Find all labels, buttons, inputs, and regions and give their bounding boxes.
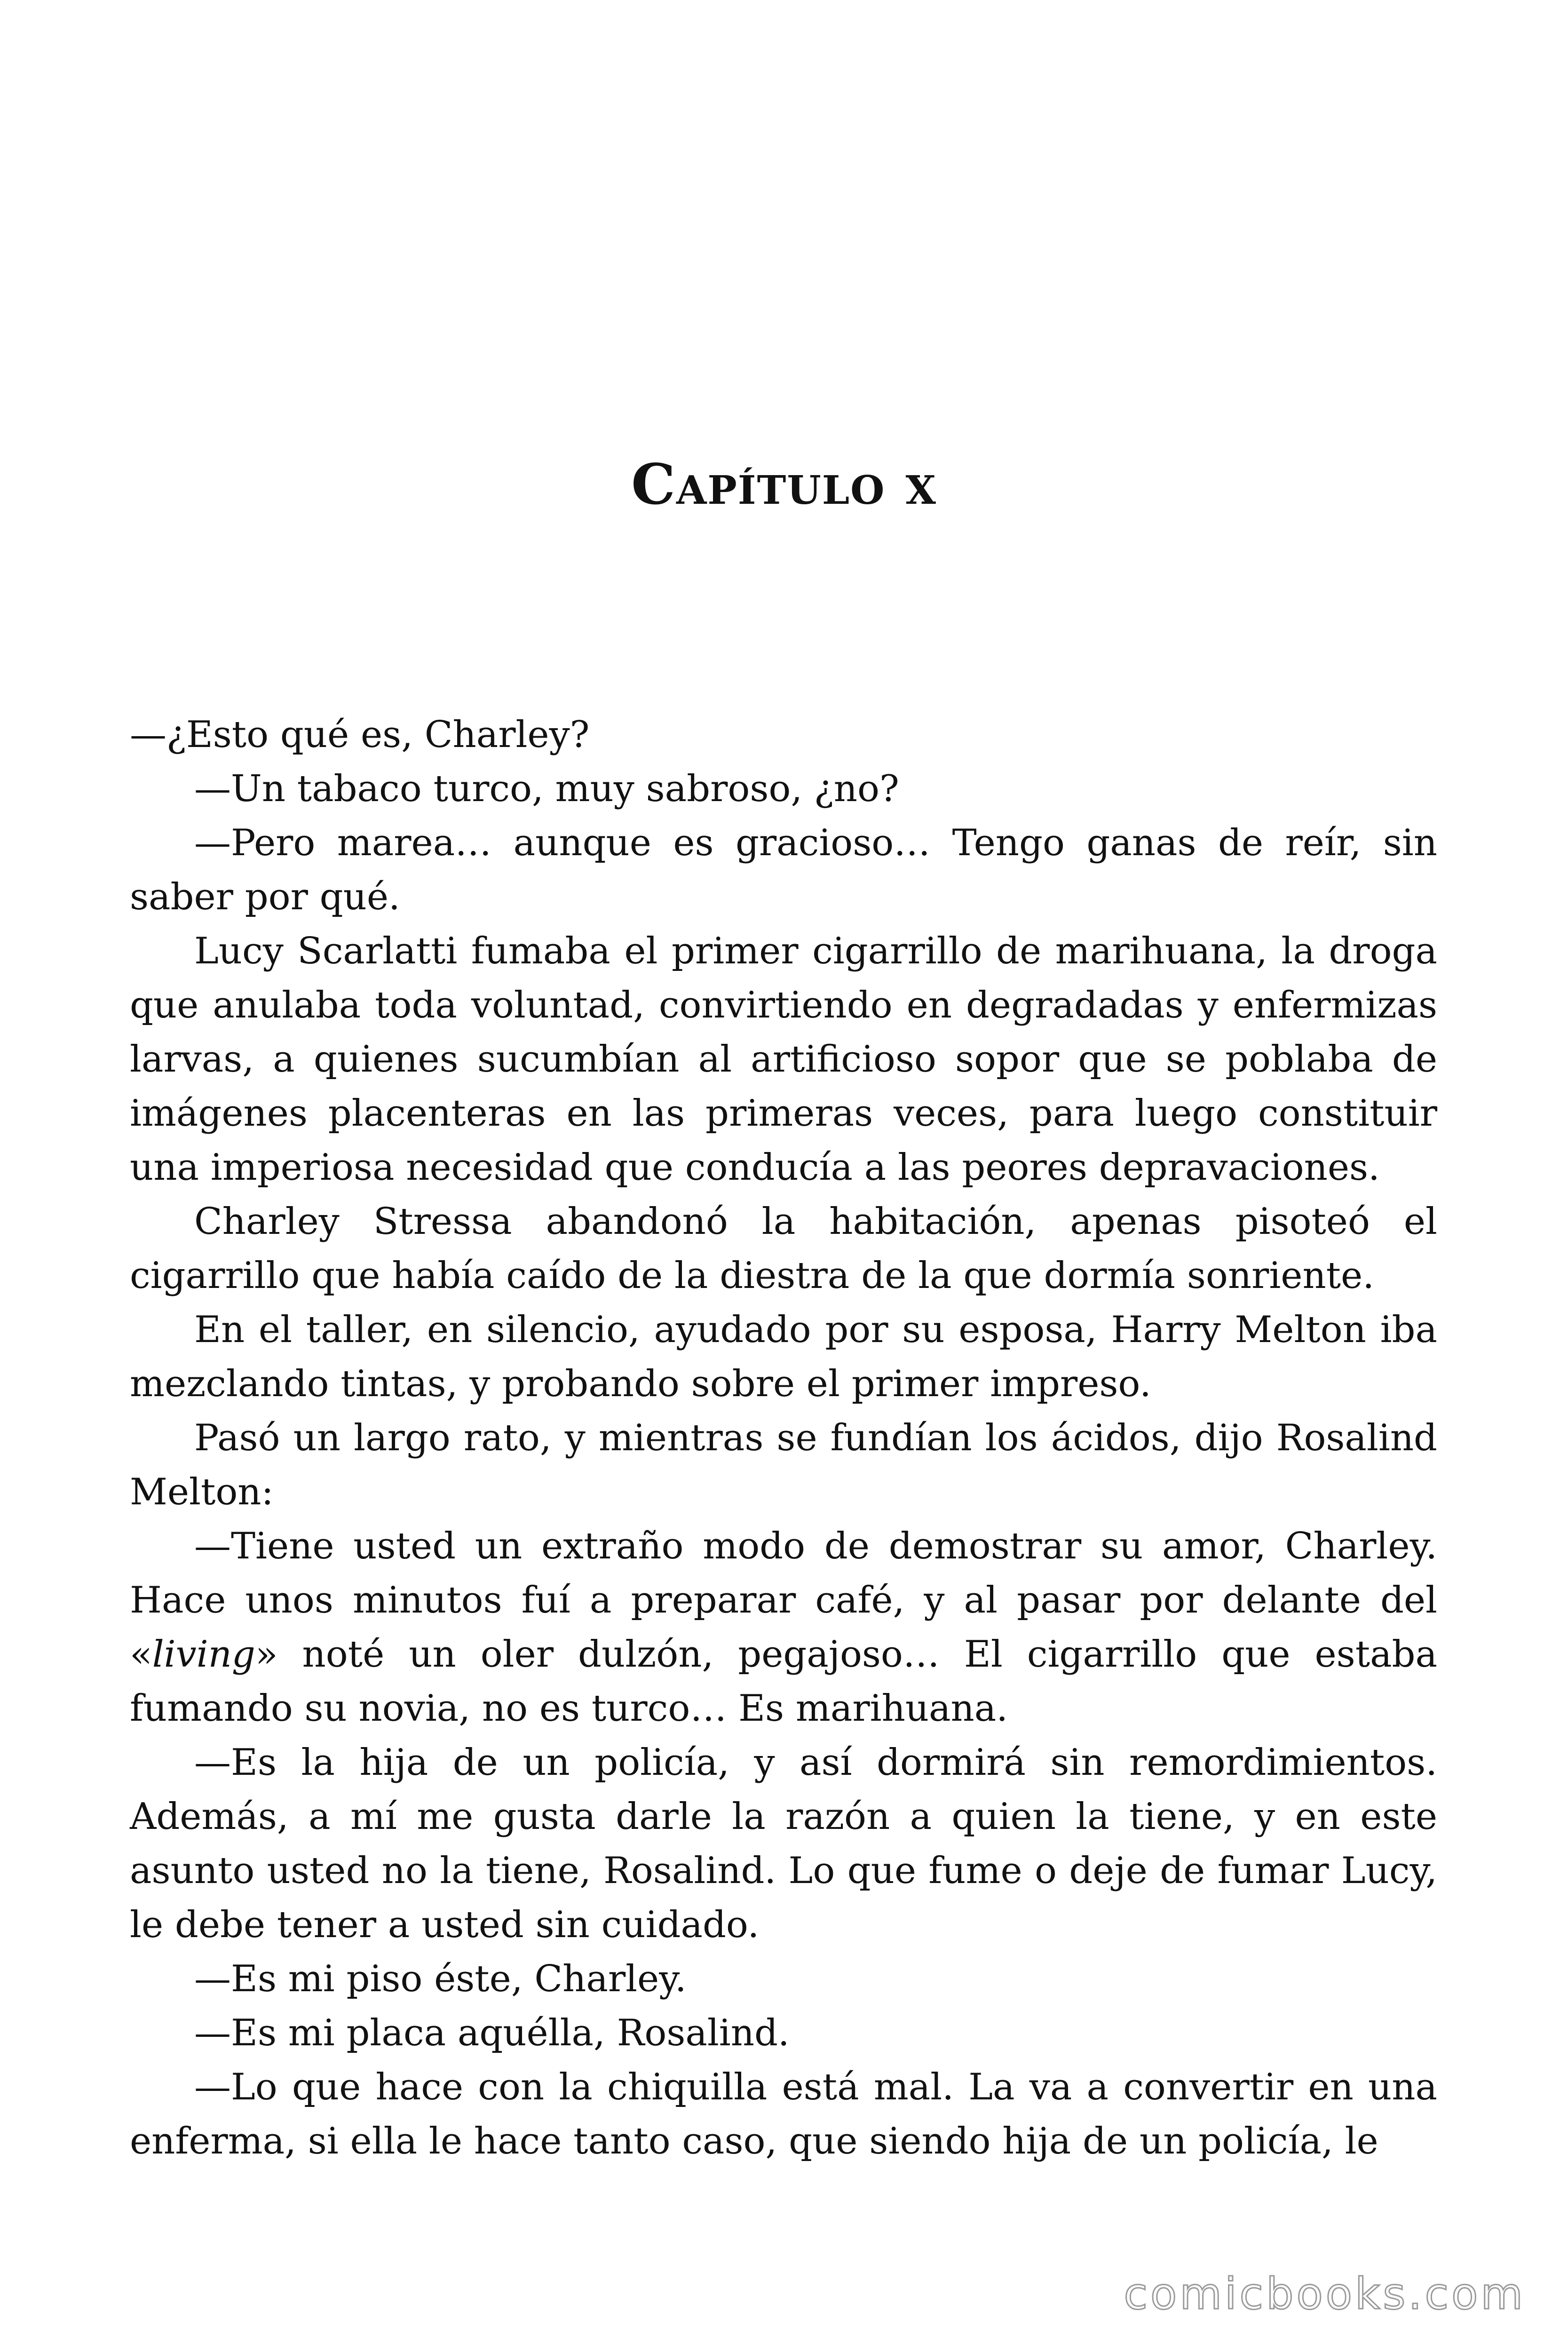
paragraph: —¿Esto qué es, Charley? <box>130 714 590 756</box>
chapter-title <box>0 452 1568 517</box>
paragraph: —Un tabaco turco, muy sabroso, ¿no? <box>194 768 899 810</box>
paragraph: —Es mi placa aquélla, Rosalind. <box>194 2012 790 2054</box>
paragraph: Pasó un largo rato, y mientras se fundían los ácidos, dijo Rosalind Melton: <box>130 1417 1437 1513</box>
paragraph: —Es mi piso éste, Charley. <box>194 1958 687 2000</box>
body-text <box>130 708 1437 2169</box>
paragraph <box>130 1519 1437 1736</box>
italic-word: living <box>152 1633 255 1676</box>
chapter-title-text: Capítulo x <box>631 452 937 517</box>
paragraph: —Es la hija de un policía, y así dormirá sin remordimientos. Además, a mí me gusta darle la razón a quien la tiene, y en este asunto usted no la tiene, Rosalind. Lo que fume o deje de fumar Lucy, le debe tener a usted sin cuidado. <box>130 1741 1437 1946</box>
paragraph: —Lo que hace con la chiquilla está mal. La va a convertir en una enferma, si ella le hace tanto caso, que siendo hija de un policía, le <box>130 2066 1437 2162</box>
paragraph-text: » noté un oler dulzón, pegajoso… El cigarrillo que estaba fumando su novia, no es turco… Es marihuana. <box>130 1633 1437 1730</box>
paragraph: En el taller, en silencio, ayudado por su esposa, Harry Melton iba mezclando tintas, y probando sobre el primer impreso. <box>130 1309 1437 1405</box>
paragraph: Lucy Scarlatti fumaba el primer cigarrillo de marihuana, la droga que anulaba toda voluntad, convirtiendo en degradadas y enfermizas larvas, a quienes sucumbían al artificioso sopor que se poblaba de imágenes placenteras en las primeras veces, para luego constituir una imperiosa necesidad que conducía a las peores depravaciones. <box>130 930 1437 1189</box>
paragraph: Charley Stressa abandonó la habitación, apenas pisoteó el cigarrillo que había caído de la diestra de la que dormía sonriente. <box>130 1200 1437 1297</box>
paragraph-text: —Tiene usted un extraño modo de demostrar su amor, Charley. Hace unos minutos fuí a preparar café, y al pasar por delante del « <box>130 1525 1437 1676</box>
paragraph: —Pero marea… aunque es gracioso… Tengo ganas de reír, sin saber por qué. <box>130 822 1437 918</box>
watermark: comicbooks.com <box>1124 2269 1526 2319</box>
